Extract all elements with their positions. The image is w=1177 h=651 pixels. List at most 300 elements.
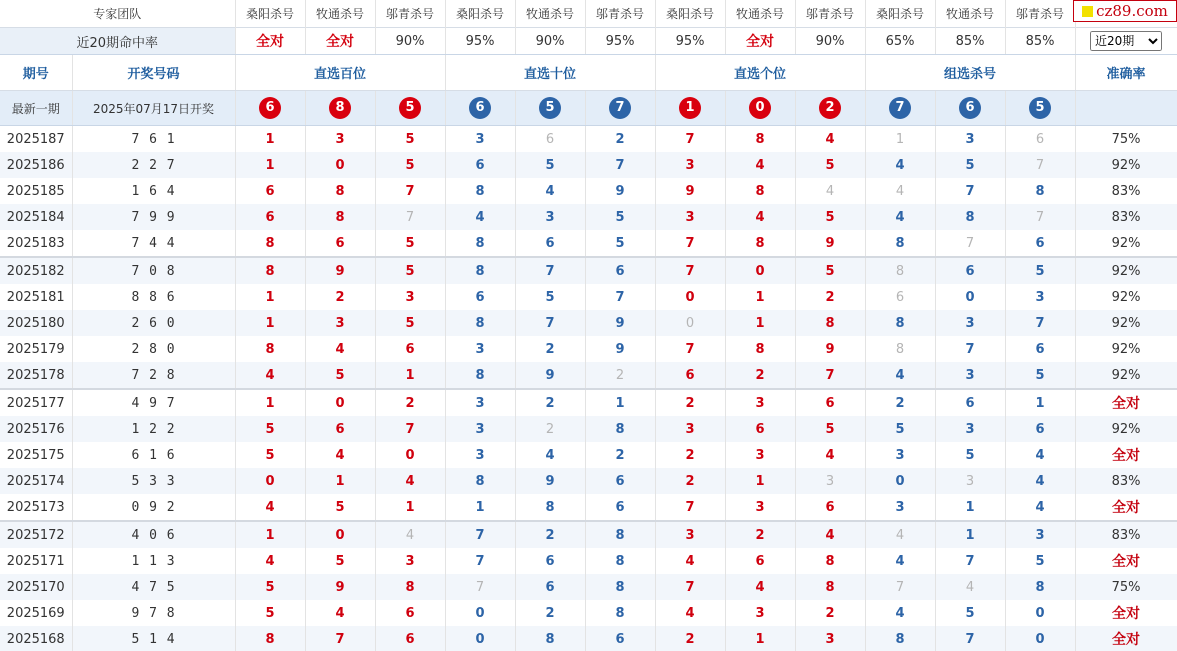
kill-number: 3	[965, 367, 975, 383]
kill-cell	[585, 257, 655, 284]
kill-number: 4	[895, 157, 905, 173]
accuracy-value: 83%	[1075, 468, 1177, 494]
number-ball: 5	[539, 97, 561, 119]
kill-cell	[235, 152, 305, 178]
kill-cell	[795, 362, 865, 389]
hit-rate-value: 90%	[815, 33, 845, 49]
kill-number: 6	[825, 499, 835, 515]
kill-number: 6	[545, 235, 555, 251]
kill-number: 3	[895, 499, 905, 515]
kill-number: 3	[755, 447, 765, 463]
kill-cell	[445, 126, 515, 153]
kill-number: 8	[545, 499, 555, 515]
number-ball: 5	[1029, 97, 1051, 119]
kill-cell	[935, 494, 1005, 521]
draw-number: 7 6 1	[72, 126, 235, 153]
draw-number: 2 8 0	[72, 336, 235, 362]
kill-cell	[795, 626, 865, 651]
kill-cell	[935, 600, 1005, 626]
kill-cell	[375, 284, 445, 310]
kill-cell	[305, 178, 375, 204]
table-row	[0, 178, 1177, 204]
kill-cell	[865, 284, 935, 310]
kill-cell	[585, 178, 655, 204]
kill-cell	[515, 257, 585, 284]
kill-cell	[725, 548, 795, 574]
draw-number: 5 1 4	[72, 626, 235, 651]
expert-name: 牧通杀号	[515, 0, 585, 28]
kill-number: 6	[545, 553, 555, 569]
kill-cell	[865, 468, 935, 494]
draw-number: 2 6 0	[72, 310, 235, 336]
kill-cell	[655, 178, 725, 204]
kill-cell	[445, 310, 515, 336]
kill-number: 7	[405, 421, 415, 437]
kill-number: 4	[1035, 447, 1045, 463]
kill-cell	[445, 257, 515, 284]
kill-cell	[655, 257, 725, 284]
kill-cell	[445, 600, 515, 626]
kill-cell	[655, 574, 725, 600]
kill-number: 8	[615, 605, 625, 621]
draw-number: 1 1 3	[72, 548, 235, 574]
kill-cell	[515, 389, 585, 416]
number-ball: 0	[749, 97, 771, 119]
table-row	[0, 521, 1177, 548]
kill-number: 6	[475, 289, 485, 305]
kill-cell	[655, 600, 725, 626]
number-ball: 2	[819, 97, 841, 119]
kill-number: 4	[265, 367, 275, 383]
kill-number: 6	[1035, 131, 1045, 147]
kill-cell	[305, 362, 375, 389]
kill-cell	[585, 389, 655, 416]
kill-cell	[1005, 310, 1075, 336]
kill-cell	[515, 494, 585, 521]
col-combo: 组选杀号	[865, 55, 1075, 91]
kill-cell	[585, 310, 655, 336]
kill-cell	[305, 310, 375, 336]
kill-number: 8	[475, 367, 485, 383]
kill-number: 8	[895, 341, 905, 357]
kill-number: 8	[755, 235, 765, 251]
hit-rate	[235, 28, 305, 55]
kill-cell	[305, 257, 375, 284]
issue-number: 2025177	[0, 389, 72, 416]
kill-number: 3	[685, 157, 695, 173]
accuracy-value: 92%	[1075, 284, 1177, 310]
kill-cell	[445, 284, 515, 310]
kill-cell	[445, 204, 515, 230]
kill-number: 1	[265, 395, 275, 411]
kill-number: 3	[755, 605, 765, 621]
draw-number: 9 7 8	[72, 600, 235, 626]
col-hundreds: 直选百位	[235, 55, 445, 91]
kill-cell	[305, 626, 375, 651]
period-select[interactable]	[1090, 31, 1162, 51]
kill-cell	[865, 521, 935, 548]
hit-rate-value: 95%	[675, 33, 705, 49]
kill-number: 4	[545, 447, 555, 463]
kill-cell	[725, 416, 795, 442]
kill-number: 9	[615, 183, 625, 199]
kill-number: 7	[475, 527, 485, 543]
kill-cell	[865, 336, 935, 362]
latest-ball-cell	[655, 91, 725, 126]
kill-cell	[655, 126, 725, 153]
expert-name: 桑阳杀号	[445, 0, 515, 28]
kill-number: 2	[615, 367, 625, 383]
kill-cell	[515, 310, 585, 336]
kill-cell	[305, 548, 375, 574]
kill-cell	[655, 152, 725, 178]
kill-cell	[305, 600, 375, 626]
kill-cell	[235, 126, 305, 153]
hit-rate	[655, 28, 725, 55]
kill-cell	[865, 574, 935, 600]
accuracy-value: 全对	[1075, 442, 1177, 468]
expert-name: 邬青杀号	[1005, 0, 1075, 28]
kill-cell	[305, 336, 375, 362]
table-row	[0, 494, 1177, 521]
kill-cell	[795, 230, 865, 257]
kill-number: 3	[1035, 527, 1045, 543]
kill-number: 8	[475, 473, 485, 489]
experts-row	[0, 0, 1177, 28]
accuracy-value: 75%	[1075, 574, 1177, 600]
kill-cell	[865, 152, 935, 178]
site-logo[interactable]	[1073, 0, 1177, 22]
accuracy-value: 92%	[1075, 336, 1177, 362]
kill-number: 4	[265, 499, 275, 515]
kill-cell	[445, 389, 515, 416]
kill-number: 2	[685, 395, 695, 411]
kill-number: 6	[475, 157, 485, 173]
accuracy-value: 83%	[1075, 204, 1177, 230]
kill-cell	[375, 310, 445, 336]
kill-number: 3	[335, 315, 345, 331]
kill-number: 0	[335, 527, 345, 543]
latest-ball-cell	[585, 91, 655, 126]
latest-ball-cell	[235, 91, 305, 126]
kill-cell	[585, 442, 655, 468]
kill-number: 7	[965, 183, 975, 199]
kill-number: 3	[895, 447, 905, 463]
kill-cell	[865, 362, 935, 389]
kill-number: 7	[615, 289, 625, 305]
issue-number: 2025173	[0, 494, 72, 521]
kill-cell	[305, 284, 375, 310]
kill-number: 5	[1035, 367, 1045, 383]
kill-number: 5	[405, 315, 415, 331]
kill-number: 0	[335, 157, 345, 173]
kill-cell	[375, 389, 445, 416]
number-ball: 1	[679, 97, 701, 119]
kill-number: 7	[545, 263, 555, 279]
kill-cell	[935, 574, 1005, 600]
issue-number: 2025176	[0, 416, 72, 442]
kill-cell	[1005, 336, 1075, 362]
kill-number: 2	[755, 367, 765, 383]
kill-cell	[655, 362, 725, 389]
draw-number: 5 3 3	[72, 468, 235, 494]
kill-number: 7	[405, 209, 415, 225]
kill-number: 6	[825, 395, 835, 411]
kill-cell	[725, 310, 795, 336]
kill-number: 6	[755, 553, 765, 569]
kill-cell	[795, 521, 865, 548]
kill-number: 7	[965, 235, 975, 251]
kill-number: 5	[265, 447, 275, 463]
kill-number: 5	[965, 605, 975, 621]
kill-number: 2	[825, 605, 835, 621]
kill-number: 3	[475, 421, 485, 437]
kill-cell	[445, 574, 515, 600]
kill-number: 1	[755, 631, 765, 647]
kill-cell	[935, 284, 1005, 310]
kill-cell	[445, 336, 515, 362]
kill-number: 1	[895, 131, 905, 147]
accuracy-value: 92%	[1075, 257, 1177, 284]
kill-cell	[795, 284, 865, 310]
kill-number: 3	[1035, 289, 1045, 305]
kill-cell	[865, 548, 935, 574]
kill-number: 6	[405, 341, 415, 357]
kill-cell	[935, 204, 1005, 230]
issue-number: 2025171	[0, 548, 72, 574]
kill-number: 1	[265, 157, 275, 173]
kill-number: 5	[265, 421, 275, 437]
latest-ball-cell	[935, 91, 1005, 126]
kill-cell	[445, 521, 515, 548]
table-row	[0, 600, 1177, 626]
kill-cell	[515, 548, 585, 574]
kill-number: 8	[615, 527, 625, 543]
table-row	[0, 468, 1177, 494]
hit-rate-value: 85%	[1025, 33, 1055, 49]
kill-cell	[585, 600, 655, 626]
kill-cell	[305, 468, 375, 494]
kill-cell	[725, 362, 795, 389]
kill-number: 7	[685, 499, 695, 515]
kill-cell	[1005, 521, 1075, 548]
kill-number: 4	[1035, 473, 1045, 489]
kill-cell	[655, 494, 725, 521]
kill-cell	[515, 284, 585, 310]
kill-cell	[935, 310, 1005, 336]
accuracy-value: 83%	[1075, 178, 1177, 204]
kill-number: 5	[825, 209, 835, 225]
kill-number: 4	[475, 209, 485, 225]
expert-name: 桑阳杀号	[865, 0, 935, 28]
kill-cell	[515, 574, 585, 600]
kill-number: 1	[405, 367, 415, 383]
kill-number: 8	[825, 553, 835, 569]
accuracy-value: 全对	[1075, 389, 1177, 416]
kill-number: 6	[335, 421, 345, 437]
kill-cell	[725, 574, 795, 600]
hit-rate	[585, 28, 655, 55]
kill-number: 8	[475, 235, 485, 251]
draw-number: 7 2 8	[72, 362, 235, 389]
latest-ball-cell	[445, 91, 515, 126]
kill-number: 1	[265, 289, 275, 305]
kill-cell	[795, 416, 865, 442]
kill-number: 6	[1035, 341, 1045, 357]
kill-cell	[445, 178, 515, 204]
team-label: 专家团队	[0, 0, 235, 28]
expert-name: 桑阳杀号	[655, 0, 725, 28]
kill-number: 2	[615, 131, 625, 147]
kill-number: 0	[965, 289, 975, 305]
kill-number: 5	[265, 579, 275, 595]
kill-number: 8	[895, 631, 905, 647]
kill-cell	[515, 626, 585, 651]
kill-number: 3	[755, 499, 765, 515]
kill-cell	[935, 521, 1005, 548]
kill-number: 0	[895, 473, 905, 489]
kill-number: 0	[405, 447, 415, 463]
kill-number: 7	[965, 631, 975, 647]
latest-ball-cell	[305, 91, 375, 126]
kill-number: 4	[405, 473, 415, 489]
table-row	[0, 442, 1177, 468]
kill-number: 8	[825, 315, 835, 331]
kill-number: 3	[475, 395, 485, 411]
kill-cell	[375, 548, 445, 574]
kill-number: 6	[265, 183, 275, 199]
kill-cell	[585, 521, 655, 548]
kill-number: 7	[475, 553, 485, 569]
kill-cell	[865, 230, 935, 257]
hit-rate-value: 全对	[256, 34, 285, 50]
kill-number: 3	[545, 209, 555, 225]
kill-cell	[655, 416, 725, 442]
hit-rate-value: 95%	[605, 33, 635, 49]
kill-number: 6	[545, 579, 555, 595]
kill-cell	[1005, 230, 1075, 257]
kill-number: 0	[265, 473, 275, 489]
kill-number: 5	[825, 263, 835, 279]
draw-number: 2 2 7	[72, 152, 235, 178]
table-row	[0, 574, 1177, 600]
kill-cell	[515, 178, 585, 204]
number-ball: 6	[469, 97, 491, 119]
kill-number: 8	[1035, 183, 1045, 199]
kill-cell	[305, 204, 375, 230]
accuracy-value: 全对	[1075, 600, 1177, 626]
kill-number: 5	[615, 235, 625, 251]
kill-number: 1	[405, 499, 415, 515]
kill-number: 4	[755, 209, 765, 225]
kill-cell	[655, 230, 725, 257]
kill-cell	[235, 336, 305, 362]
kill-number: 1	[965, 527, 975, 543]
issue-number: 2025170	[0, 574, 72, 600]
kill-number: 0	[475, 605, 485, 621]
kill-number: 5	[545, 289, 555, 305]
kill-number: 5	[615, 209, 625, 225]
kill-cell	[305, 416, 375, 442]
hit-rate-value: 85%	[955, 33, 985, 49]
kill-number: 0	[475, 631, 485, 647]
kill-cell	[725, 126, 795, 153]
kill-cell	[935, 626, 1005, 651]
kill-number: 8	[545, 631, 555, 647]
kill-number: 3	[405, 553, 415, 569]
issue-number: 2025184	[0, 204, 72, 230]
kill-cell	[515, 204, 585, 230]
issue-number: 2025174	[0, 468, 72, 494]
draw-number: 4 0 6	[72, 521, 235, 548]
kill-cell	[725, 468, 795, 494]
kill-cell	[515, 442, 585, 468]
issue-number: 2025187	[0, 126, 72, 153]
kill-cell	[655, 468, 725, 494]
kill-cell	[1005, 362, 1075, 389]
kill-cell	[1005, 284, 1075, 310]
kill-cell	[725, 257, 795, 284]
kill-number: 4	[895, 553, 905, 569]
hit-rate	[1005, 28, 1075, 55]
kill-number: 1	[335, 473, 345, 489]
kill-cell	[795, 336, 865, 362]
draw-number: 8 8 6	[72, 284, 235, 310]
latest-draw-row	[0, 91, 1177, 126]
draw-number: 1 2 2	[72, 416, 235, 442]
kill-number: 3	[685, 421, 695, 437]
kill-number: 6	[615, 473, 625, 489]
kill-cell	[445, 468, 515, 494]
accuracy-value: 83%	[1075, 521, 1177, 548]
kill-cell	[795, 204, 865, 230]
kill-number: 0	[1035, 631, 1045, 647]
kill-number: 7	[825, 367, 835, 383]
kill-number: 9	[545, 473, 555, 489]
kill-number: 4	[895, 367, 905, 383]
kill-cell	[935, 468, 1005, 494]
table-row	[0, 257, 1177, 284]
number-ball: 5	[399, 97, 421, 119]
kill-number: 5	[335, 367, 345, 383]
accuracy-value: 92%	[1075, 230, 1177, 257]
kill-cell	[515, 521, 585, 548]
kill-cell	[375, 126, 445, 153]
kill-number: 8	[755, 131, 765, 147]
kill-cell	[375, 152, 445, 178]
kill-number: 9	[335, 579, 345, 595]
kill-cell	[865, 626, 935, 651]
kill-number: 4	[335, 605, 345, 621]
kill-number: 3	[475, 131, 485, 147]
kill-number: 6	[755, 421, 765, 437]
kill-number: 0	[685, 289, 695, 305]
kill-number: 9	[335, 263, 345, 279]
kill-number: 4	[825, 131, 835, 147]
kill-number: 6	[615, 631, 625, 647]
draw-number: 1 6 4	[72, 178, 235, 204]
kill-cell	[655, 548, 725, 574]
kill-number: 2	[615, 447, 625, 463]
kill-cell	[585, 126, 655, 153]
kill-cell	[375, 178, 445, 204]
kill-cell	[515, 126, 585, 153]
hit-rate	[865, 28, 935, 55]
kill-cell	[655, 389, 725, 416]
kill-cell	[585, 284, 655, 310]
kill-number: 1	[1035, 395, 1045, 411]
kill-number: 7	[965, 341, 975, 357]
